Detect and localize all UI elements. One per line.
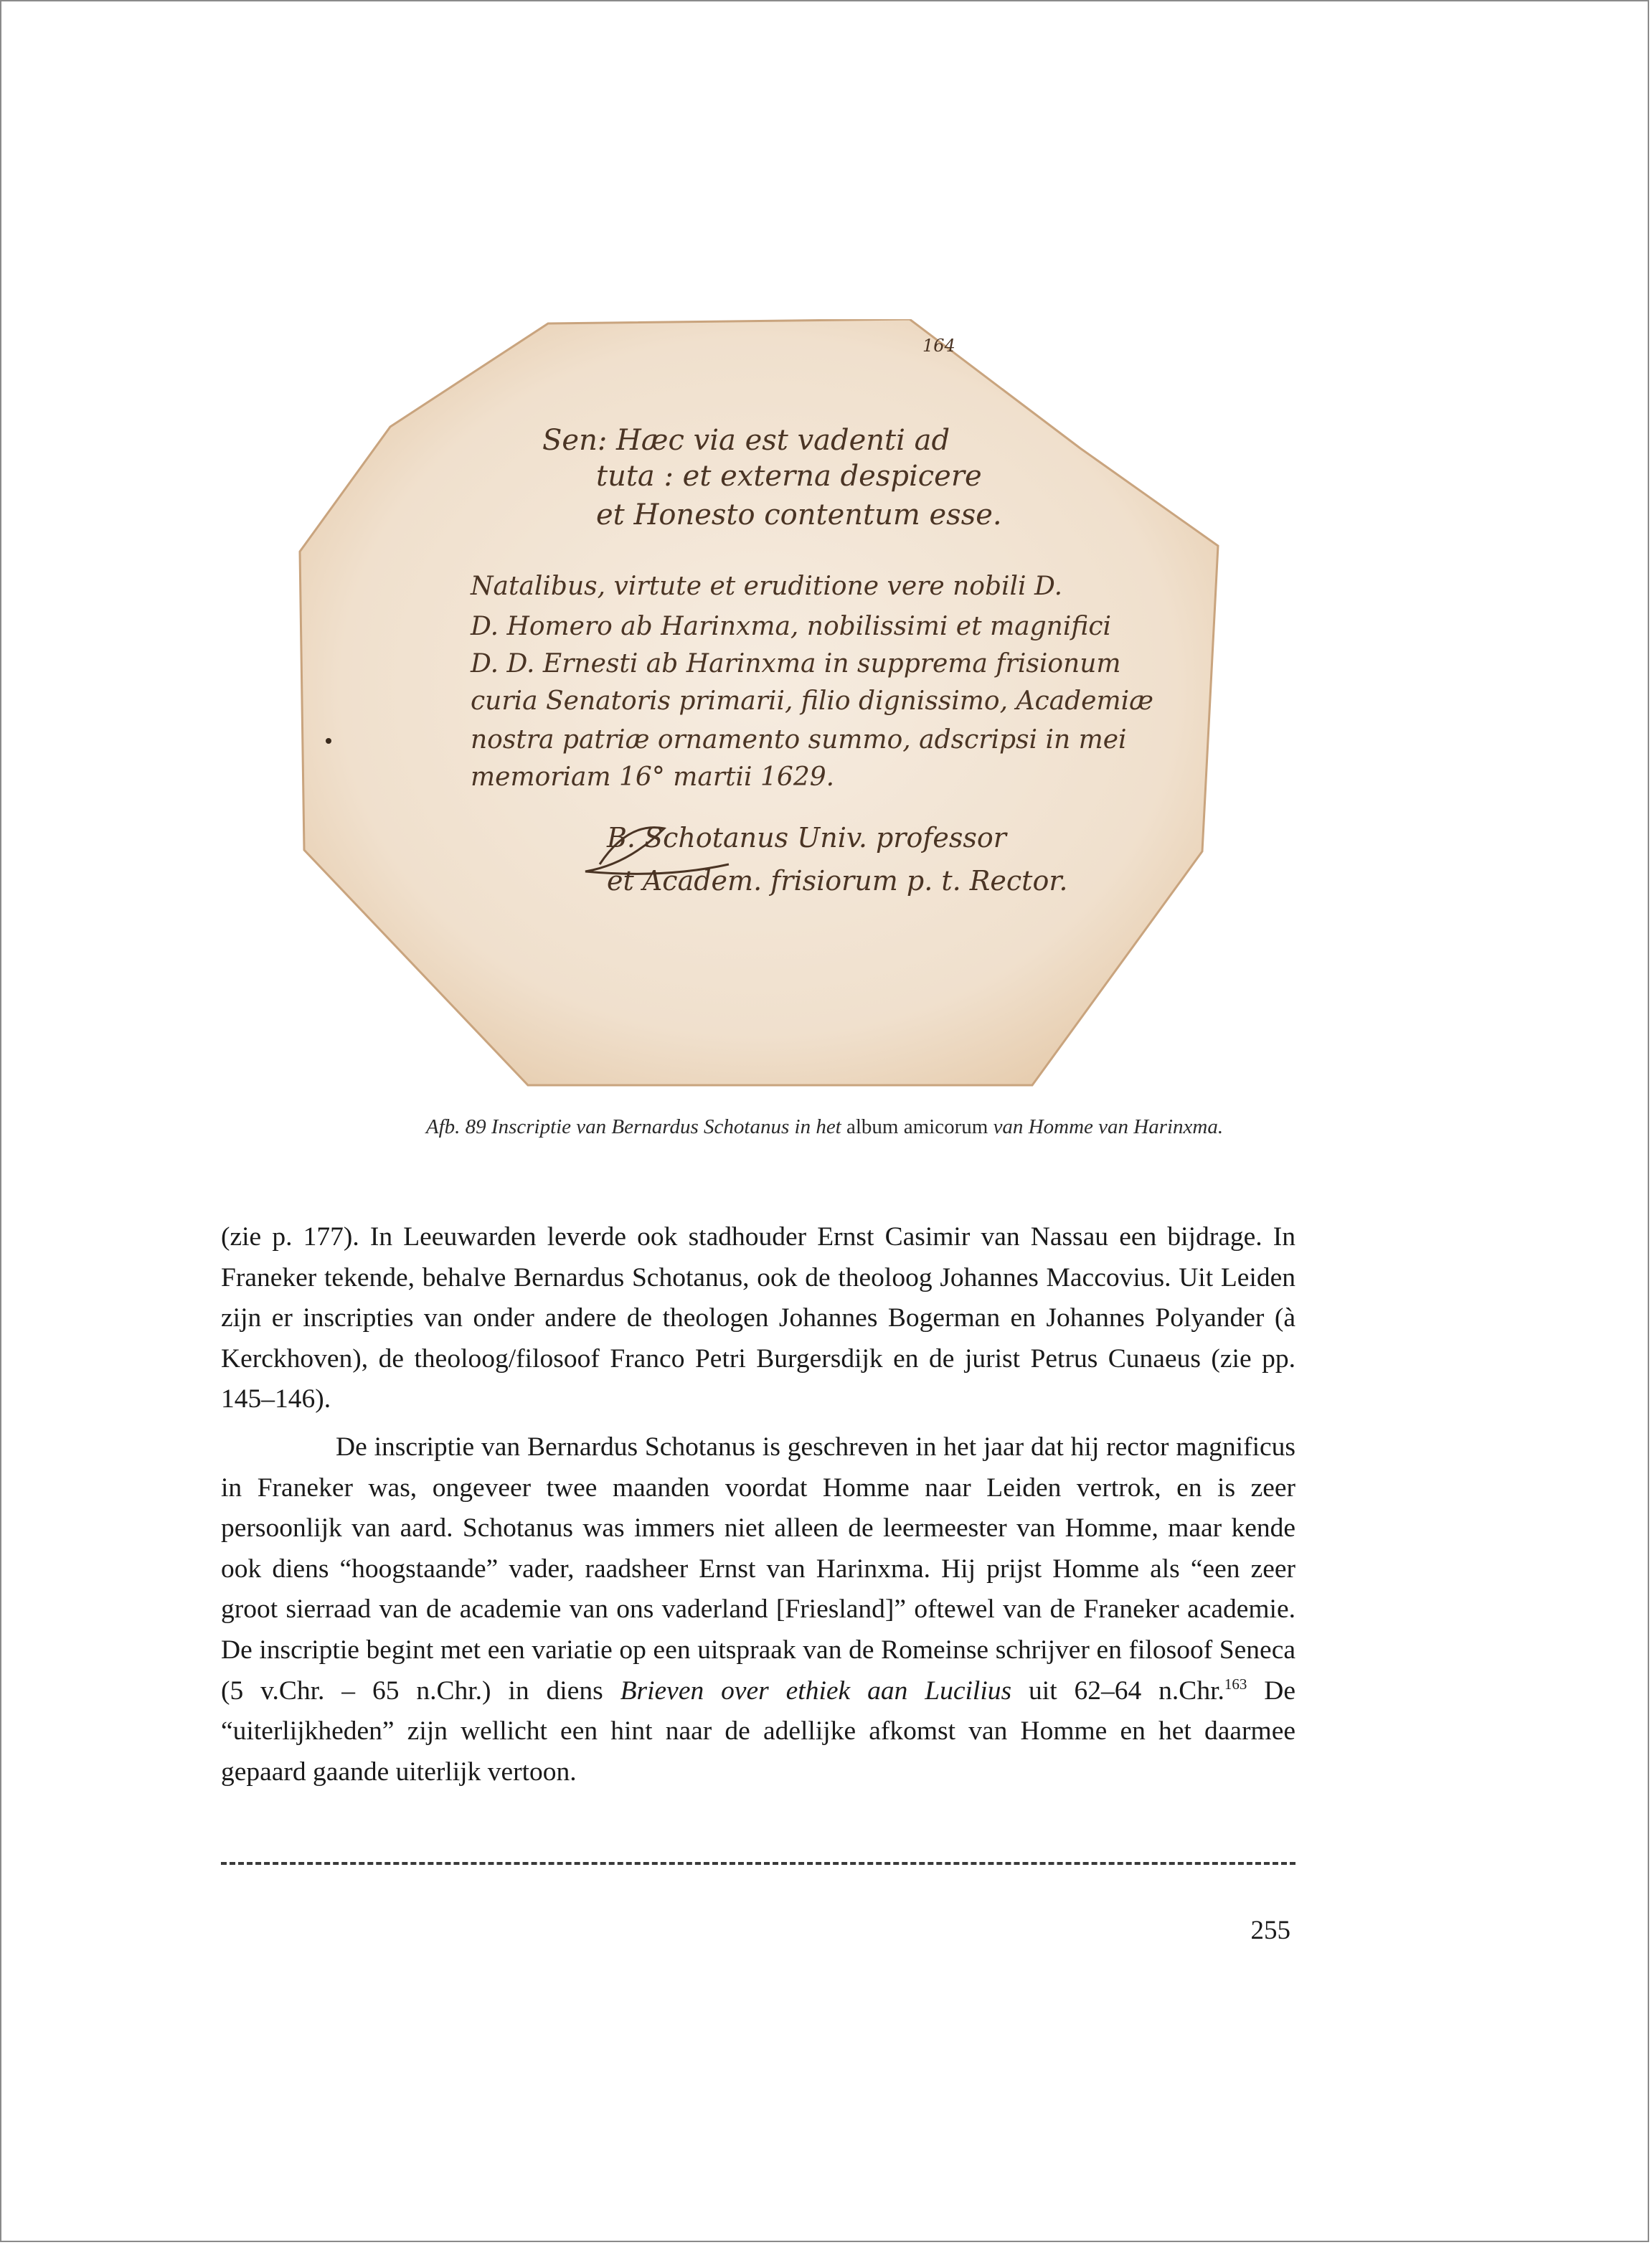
manuscript-line: curia Senatoris primarii, filio dignissimo, Academiæ: [471, 686, 1153, 716]
manuscript-line: D. D. Ernesti ab Harinxma in supprema frisionum: [471, 649, 1121, 679]
manuscript-photo: [291, 319, 1224, 1087]
paragraph: [221, 1427, 1295, 1792]
paragraph-text: De “uiterlijkheden” zijn wellicht een hint naar de adellijke afkomst van Homme en het daarmee gepaard gaande uiterlijk vertoon.: [221, 1676, 1296, 1787]
work-title: Brieven over ethiek aan Lucilius: [620, 1676, 1012, 1706]
ink-dot: [326, 738, 331, 744]
page-mark: 164: [922, 336, 955, 356]
footnote-reference[interactable]: 163: [1224, 1675, 1247, 1693]
manuscript-line: et Honesto contentum esse.: [596, 498, 1002, 531]
manuscript-illustration: [291, 319, 1224, 1087]
paragraph: (zie p. 177). In Leeuwarden leverde ook stadhouder Ernst Casimir van Nassau een bijdrage. In Franeker tekende, behalve Bernardus Schotanus, ook de theoloog Johannes Maccovius. Uit Leiden zijn er inscripties van onder andere de theologen Johannes Bogerman en Johannes Polyander (à Kerckhoven), de theoloog/filosoof Franco Petri Burgersdijk en de jurist Petrus Cunaeus (zie pp. 145–146).: [221, 1222, 1295, 1414]
figure-caption: [1, 1115, 1648, 1139]
manuscript-signature: et Academ. frisiorum p. t. Rector.: [607, 865, 1068, 897]
caption-subject: van Homme van Harinxma.: [993, 1115, 1224, 1138]
manuscript-line: D. Homero ab Harinxma, nobilissimi et magnifici: [471, 612, 1112, 641]
manuscript-line: tuta : et externa despicere: [596, 460, 982, 493]
body-text: [221, 1217, 1295, 1792]
manuscript-line: memoriam 16° martii 1629.: [471, 762, 835, 792]
manuscript-signature: B. Schotanus Univ. professor: [607, 822, 1006, 854]
manuscript-line: nostra patriæ ornamento summo, adscripsi in mei: [471, 725, 1127, 755]
paragraph-text: De inscriptie van Bernardus Schotanus is geschreven in het jaar dat hij rector magnificus in Franeker was, ongeveer twee maanden voordat Homme naar Leiden vertrok, en is zeer persoonlijk van aard. Schotanus was immers niet alleen de leermeester van Homme, maar kende ook diens “hoogstaande” vader, raadsheer Ernst van Harinxma. Hij prijst Homme als “een zeer groot sierraad van de academie van ons vaderland [Friesland]” oftewel van de Franeker academie. De inscriptie begint met een variatie op een uitspraak van de Romeinse schrijver en filosoof Seneca (5 v.Chr. – 65 n.Chr.) in diens: [221, 1432, 1295, 1706]
footnote-divider: [221, 1862, 1295, 1865]
page-number: 255: [1250, 1916, 1290, 1945]
manuscript-line: Natalibus, virtute et eruditione vere nobili D.: [471, 572, 1063, 601]
paragraph-text: uit 62–64 n.Chr.: [1029, 1676, 1224, 1706]
caption-term: album amicorum: [846, 1115, 988, 1138]
manuscript-line: Sen: Hæc via est vadenti ad: [542, 424, 950, 457]
caption-label: Afb. 89 Inscriptie van Bernardus Schotanus in het: [425, 1115, 841, 1138]
